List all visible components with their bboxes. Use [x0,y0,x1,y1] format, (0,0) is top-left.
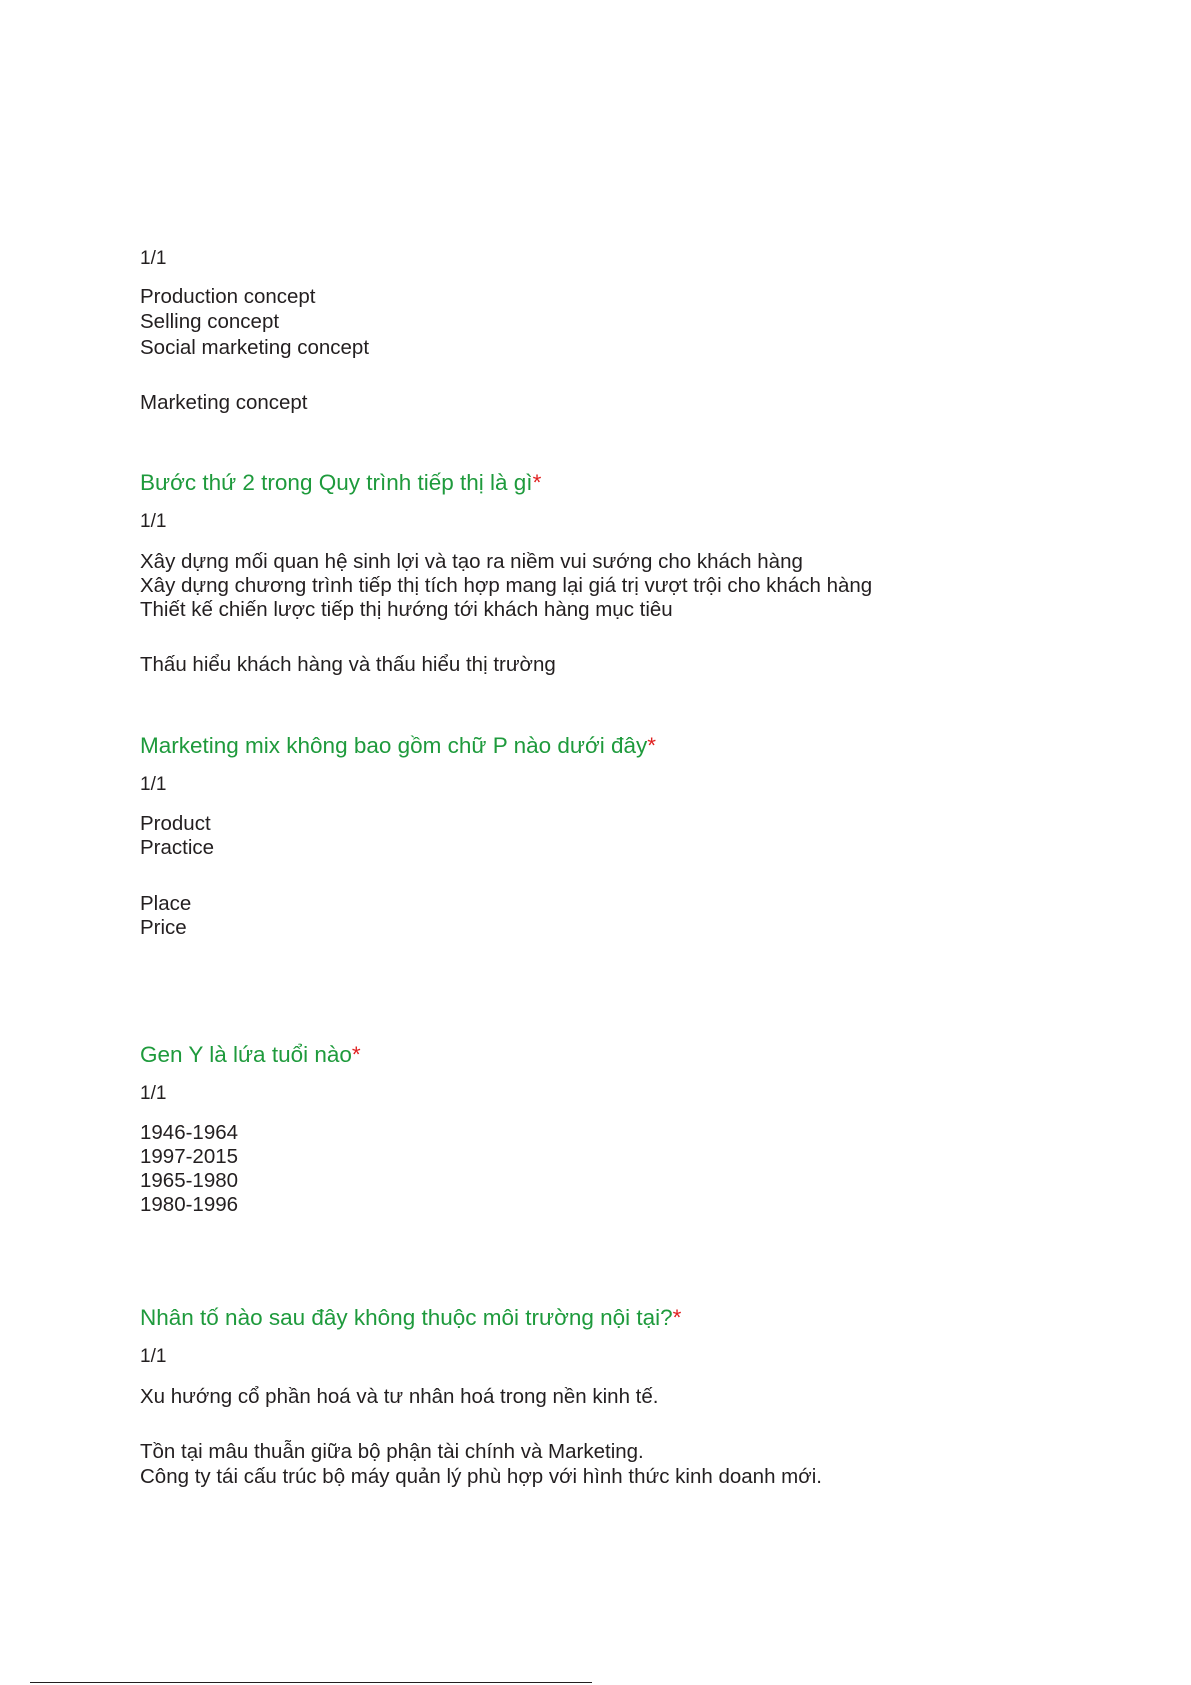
answer-option: 1980-1996 [140,1193,239,1216]
question-text: Marketing mix không bao gồm chữ P nào dưới đây [140,733,648,758]
question-text: Bước thứ 2 trong Quy trình tiếp thị là gì [140,470,533,495]
answer-option: 1946-1964 [140,1121,239,1144]
answer-option: Price [140,916,187,939]
answer-option: Xây dựng chương trình tiếp thị tích hợp mang lại giá trị vượt trội cho khách hàng [140,574,873,597]
answer-option: Xu hướng cổ phần hoá và tư nhân hoá trong nền kinh tế. [140,1385,659,1408]
required-asterisk: * [647,733,656,758]
answer-option: Place [140,892,192,915]
question-title [140,733,656,759]
required-asterisk: * [532,470,542,495]
answer-option: Tồn tại mâu thuẫn giữa bộ phận tài chính và Marketing. [140,1440,644,1463]
question-title [140,1305,681,1331]
score-label: 1/1 [140,1346,167,1367]
answer-option: Social marketing concept [140,336,370,359]
question-text: Gen Y là lứa tuổi nào [140,1042,352,1067]
answer-option: Production concept [140,285,316,308]
answer-option: Công ty tái cấu trúc bộ máy quản lý phù hợp với hình thức kinh doanh mới. [140,1465,822,1488]
question-title [140,1042,361,1068]
question-text: Nhân tố nào sau đây không thuộc môi trường nội tại? [140,1305,673,1330]
score-label: 1/1 [140,1083,167,1104]
score-label: 1/1 [140,248,167,269]
answer-option: Marketing concept [140,391,308,414]
answer-option: Thấu hiểu khách hàng và thấu hiểu thị trường [140,653,556,676]
score-label: 1/1 [140,511,167,532]
answer-option: 1997-2015 [140,1145,239,1168]
required-asterisk: * [672,1305,682,1330]
score-label: 1/1 [140,774,167,795]
answer-option: Practice [140,836,215,859]
footer-divider [30,1682,592,1683]
question-title [140,470,541,496]
answer-option: 1965-1980 [140,1169,239,1192]
answer-option: Xây dựng mối quan hệ sinh lợi và tạo ra niềm vui sướng cho khách hàng [140,550,803,573]
answer-option: Thiết kế chiến lược tiếp thị hướng tới khách hàng mục tiêu [140,598,673,621]
answer-option: Selling concept [140,310,280,333]
required-asterisk: * [351,1042,361,1067]
answer-option: Product [140,812,211,835]
